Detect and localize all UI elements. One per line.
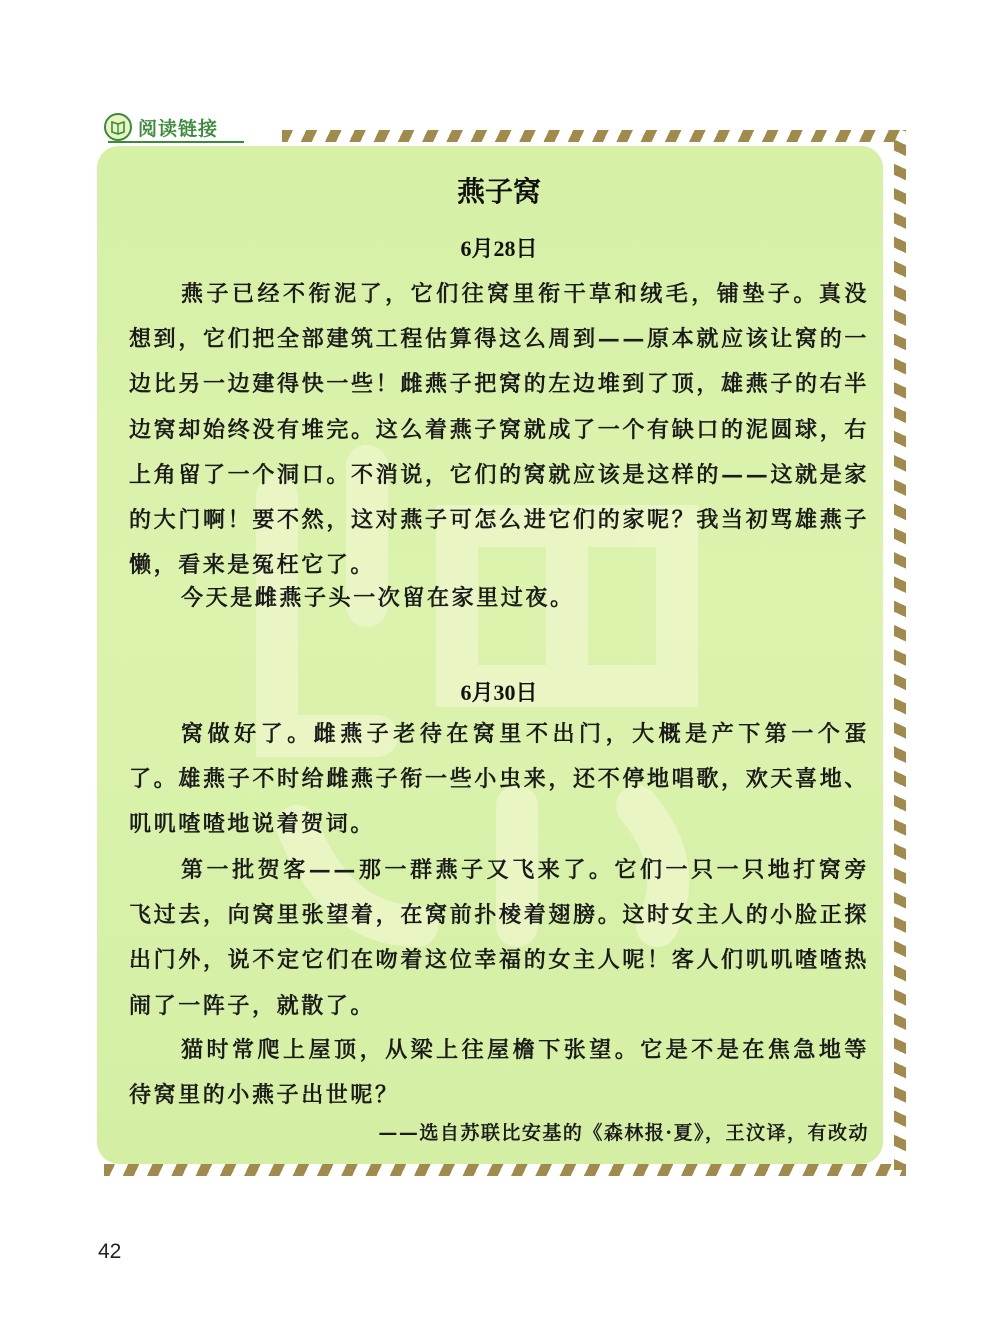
book-glyph-icon — [110, 119, 126, 135]
entry-paragraph: 猫时常爬上屋顶，从梁上往屋檐下张望。它是不是在焦急地等待窝里的小燕子出世呢？ — [129, 1037, 869, 1109]
source-citation: ——选自苏联比安基的《森林报·夏》，王汶译，有改动 — [378, 1122, 869, 1144]
article-title: 燕子窝 — [456, 175, 541, 208]
page-number: 42 — [98, 1240, 122, 1263]
book-badge-icon — [104, 113, 132, 141]
frame-stripe-top — [282, 130, 904, 142]
entry-paragraph: 窝做好了。雌燕子老待在窝里不出门，大概是产下第一个蛋了。雄燕子不时给雌燕子衔一些小虫来，还不停地唱歌，欢天喜地、叽叽喳喳地说着贺词。 — [129, 721, 869, 838]
frame-stripe-bottom — [104, 1164, 906, 1176]
entry-date: 6月28日 — [460, 236, 538, 261]
frame-stripe-right — [894, 130, 906, 1170]
entry-date: 6月30日 — [460, 680, 538, 705]
badge-underline — [108, 141, 244, 143]
entry-paragraph: 燕子已经不衔泥了，它们往窝里衔干草和绒毛，铺垫子。真没想到，它们把全部建筑工程估算得这么周到——原本就应该让窝的一边比另一边建得快一些！雌燕子把窝的左边堆到了顶，雄燕子的右半边窝却始终没有堆完。这么着燕子窝就成了一个有缺口的泥圆球，右上角留了一个洞口。不消说，它们的窝就应该是这样的——这就是家的大门啊！要不然，这对燕子可怎么进它们的家呢？我当初骂雄燕子懒，看来是冤枉它了。 — [129, 281, 869, 579]
section-label: 阅读链接 — [138, 117, 219, 140]
reading-card — [97, 146, 883, 1164]
entry-paragraph: 今天是雌燕子头一次留在家里过夜。 — [181, 585, 575, 611]
section-badge — [104, 110, 244, 144]
entry-paragraph: 第一批贺客——那一群燕子又飞来了。它们一只一只地打窝旁飞过去，向窝里张望着，在窝前扑棱着翅膀。这时女主人的小脸正探出门外，说不定它们在吻着这位幸福的女主人呢！客人们叽叽喳喳热闹了一阵子，就散了。 — [129, 857, 869, 1019]
